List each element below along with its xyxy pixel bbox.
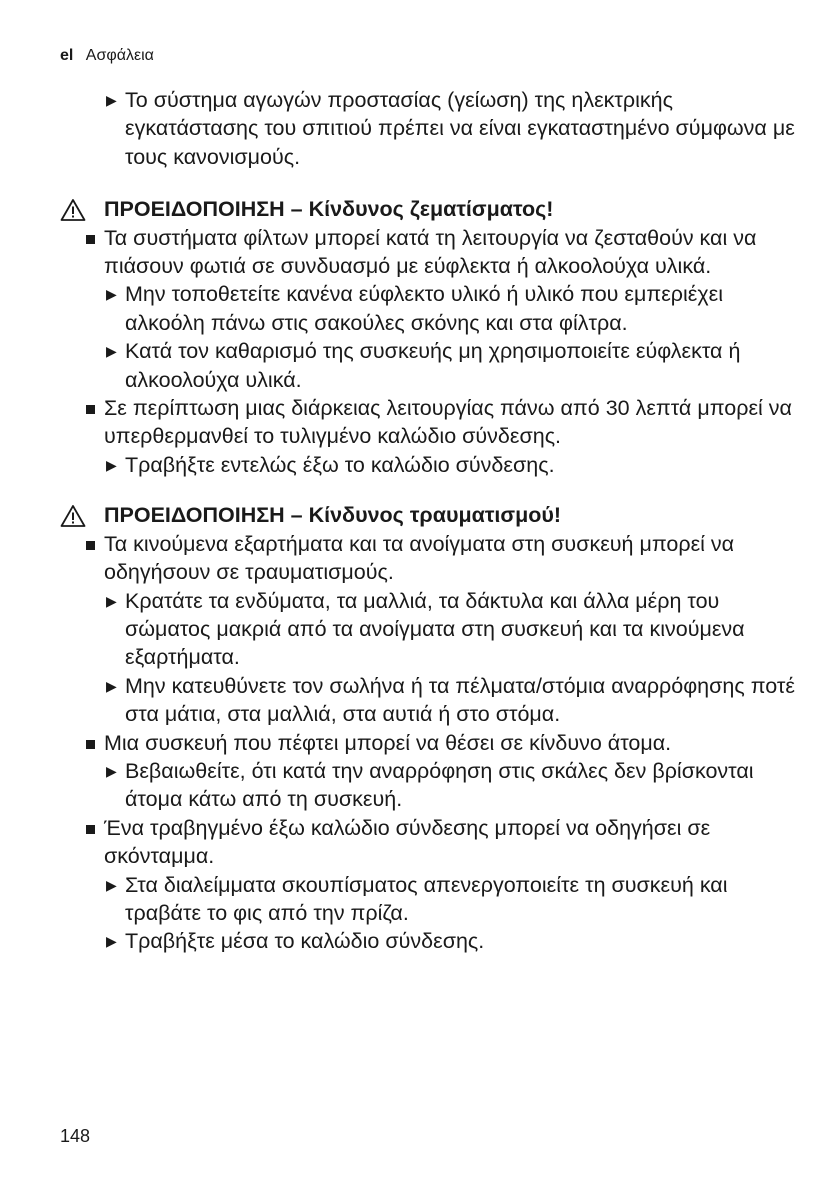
step-text: Μην τοποθετείτε κανένα εύφλεκτο υλικό ή υλικό που εμπεριέχει αλκοόλη πάνω στις σακούλες σκόνης και στα φίλτρα. [125,282,724,335]
instruction-step [60,672,800,729]
triangle-bullet-icon: ▶ [106,456,117,473]
page-content [60,86,800,956]
instruction-step [60,927,800,955]
warning-title: ΠΡΟΕΙΔΟΠΟΙΗΣΗ – Κίνδυνος τραυματισμού! [104,503,562,528]
instruction-step [60,280,800,337]
step-text: Τραβήξτε μέσα το καλώδιο σύνδεσης. [125,929,485,954]
square-bullet-icon [86,541,95,550]
warning-bullet [60,530,800,587]
warning-bullet [60,394,800,451]
triangle-bullet-icon: ▶ [106,762,117,779]
bullet-text: Σε περίπτωση μιας διάρκειας λειτουργίας πάνω από 30 λεπτά μπορεί να υπερθερμανθεί το τυλιγμένο καλώδιο σύνδεσης. [104,396,792,449]
triangle-bullet-icon: ▶ [106,92,117,108]
square-bullet-icon [86,405,95,414]
warning-icon [60,198,86,222]
step-text: Το σύστημα αγωγών προστασίας (γείωση) της ηλεκτρικής εγκατάστασης του σπιτιού πρέπει να είναι εγκαταστημένο σύμφωνα με τους κανονισμούς. [125,88,795,169]
instruction-step [60,871,800,928]
warning-title: ΠΡΟΕΙΔΟΠΟΙΗΣΗ – Κίνδυνος ζεματίσματος! [104,197,554,222]
warning-heading [60,501,800,529]
page-number: 148 [60,1126,91,1146]
instruction-step [60,337,800,394]
triangle-bullet-icon: ▶ [106,677,117,694]
warning-bullet [60,224,800,281]
bullet-text: Μια συσκευή που πέφτει μπορεί να θέσει σε κίνδυνο άτομα. [104,730,672,755]
warning-heading [60,195,800,223]
instruction-step [60,587,800,672]
step-text: Τραβήξτε εντελώς έξω το καλώδιο σύνδεσης. [125,452,555,477]
bullet-text: Τα κινούμενα εξαρτήματα και τα ανοίγματα στη συσκευή μπορεί να οδηγήσουν σε τραυματισμούς. [104,531,735,585]
section-title: Ασφάλεια [85,47,154,64]
warning-bullet [60,814,800,871]
triangle-bullet-icon: ▶ [106,343,117,360]
triangle-bullet-icon: ▶ [106,933,117,950]
step-text: Κρατάτε τα ενδύματα, τα μαλλιά, τα δάκτυλα και άλλα μέρη του σώματος μακριά από τα ανοίγματα στη συσκευή και τα κινούμενα εξαρτήματα. [125,588,745,670]
step-text: Μην κατευθύνετε τον σωλήνα ή τα πέλματα/στόμια αναρρόφησης ποτέ στα μάτια, στα μαλλιά, στα αυτιά ή στο στόμα. [125,673,795,727]
square-bullet-icon [86,740,95,749]
warning-icon [60,504,86,528]
triangle-bullet-icon: ▶ [106,286,117,303]
step-text: Κατά τον καθαρισμό της συσκευής μη χρησιμοποιείτε εύφλεκτα ή αλκοολούχα υλικά. [125,339,741,392]
page-header [60,46,154,66]
language-code: el [60,47,74,64]
bullet-text: Τα συστήματα φίλτων μπορεί κατά τη λειτουργία να ζεσταθούν και να πιάσουν φωτιά σε συνδυασμό με εύφλεκτα ή αλκοολούχα υλικά. [104,225,757,279]
instruction-step [60,86,800,171]
triangle-bullet-icon: ▶ [106,876,117,893]
step-text: Βεβαιωθείτε, ότι κατά την αναρρόφηση στις σκάλες δεν βρίσκονται άτομα κάτω από τη συσκευή. [125,758,754,812]
bullet-text: Ένα τραβηγμένο έξω καλώδιο σύνδεσης μπορεί να οδηγήσει σε σκόνταμμα. [104,815,711,869]
triangle-bullet-icon: ▶ [106,592,117,609]
step-text: Στα διαλείμματα σκουπίσματος απενεργοποιείτε τη συσκευή και τραβάτε το φις από την πρίζα. [125,872,728,925]
square-bullet-icon [86,825,95,834]
instruction-step [60,451,800,479]
instruction-step [60,757,800,814]
warning-bullet [60,729,800,757]
square-bullet-icon [86,235,95,244]
